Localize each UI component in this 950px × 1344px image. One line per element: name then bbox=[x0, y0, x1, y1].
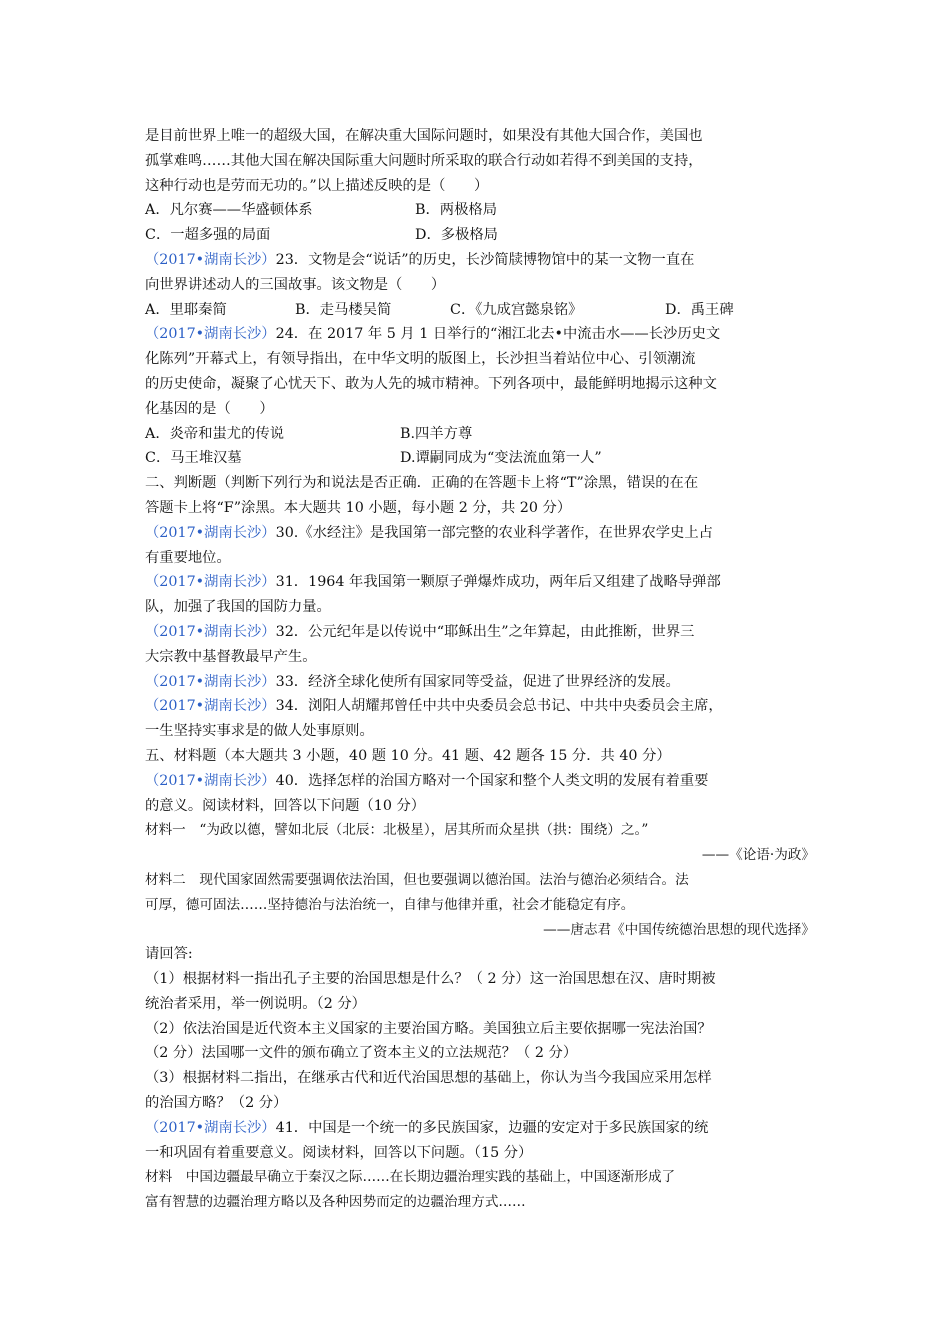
text-line: 的意义。阅读材料，回答以下问题（10 分） bbox=[145, 797, 426, 814]
question-24 bbox=[145, 322, 815, 347]
text-line: 的历史使命，凝聚了心忧天下、敢为人先的城市精神。下列各项中，最能鲜明地揭示这种文 bbox=[145, 375, 717, 392]
text-line: 富有智慧的边疆治理方略以及各种因势而定的边疆治理方式…… bbox=[145, 1194, 526, 1211]
text-line: 向世界讲述动人的三国故事。该文物是（ ） bbox=[145, 276, 446, 293]
source-tag: （2017•湖南长沙） bbox=[145, 326, 276, 343]
prompt: 请回答: bbox=[145, 946, 193, 963]
source-tag: （2017•湖南长沙） bbox=[145, 673, 276, 690]
option-row bbox=[145, 298, 815, 323]
text-line: 队，加强了我国的国防力量。 bbox=[145, 599, 331, 616]
source-tag: （2017•湖南长沙） bbox=[145, 574, 276, 591]
sub-question-3: （3）根据材料二指出，在继承古代和近代治国思想的基础上，你认为当今我国应采用怎样 bbox=[145, 1070, 712, 1087]
text-line: 有重要地位。 bbox=[145, 549, 231, 566]
text-line: 一生坚持实事求是的做人处事原则。 bbox=[145, 723, 374, 740]
source-tag: （2017•湖南长沙） bbox=[145, 772, 276, 789]
text-line: 统治者采用，举一例说明。（2 分） bbox=[145, 995, 366, 1012]
text-line: 是目前世界上唯一的超级大国，在解决重大国际问题时，如果没有其他大国合作，美国也 bbox=[145, 128, 703, 144]
document-page bbox=[145, 124, 815, 1215]
text-line: 的治国方略？（2 分） bbox=[145, 1095, 288, 1112]
option-b: B．两极格局 bbox=[415, 202, 497, 219]
option-row bbox=[145, 198, 815, 223]
question-text: 31．1964 年我国第一颗原子弹爆炸成功，两年后又组建了战略导弹部 bbox=[275, 574, 721, 591]
text-line: 一和巩固有着重要意义。阅读材料，回答以下问题。（15 分） bbox=[145, 1144, 533, 1161]
question-text: 41．中国是一个统一的多民族国家，边疆的安定对于多民族国家的统 bbox=[275, 1119, 709, 1136]
material-one: 材料一 “为政以德，譬如北辰（北辰：北极星），居其所而众星拱（拱：围绕）之。” bbox=[145, 822, 649, 839]
option-d: D.谭嗣同成为“变法流血第一人” bbox=[400, 450, 602, 467]
question-31 bbox=[145, 570, 815, 595]
option-c: C．《九成宫懿泉铭》 bbox=[450, 301, 583, 318]
option-b: B．走马楼吴简 bbox=[295, 301, 392, 318]
material-one-source: ——《论语·为政》 bbox=[701, 847, 815, 864]
question-41 bbox=[145, 1116, 815, 1141]
question-text: 24．在 2017 年 5 月 1 日举行的“湘江北去•中流击水——长沙历史文 bbox=[275, 326, 721, 343]
option-d: D．禹王碑 bbox=[665, 301, 734, 318]
option-row bbox=[145, 422, 815, 447]
source-tag: （2017•湖南长沙） bbox=[145, 1119, 276, 1136]
question-30 bbox=[145, 521, 815, 546]
sub-question-1: （1）根据材料一指出孔子主要的治国思想是什么？（ 2 分）这一治国思想在汉、唐时期被 bbox=[145, 971, 716, 988]
source-tag: （2017•湖南长沙） bbox=[145, 698, 276, 715]
question-text: 30.《水经注》是我国第一部完整的农业科学著作，在世界农学史上占 bbox=[275, 524, 713, 541]
text-line: 这种行动也是劳而无功的。”以上描述反映的是（ ） bbox=[145, 177, 489, 194]
question-text: 32．公元纪年是以传说中“耶稣出生”之年算起，由此推断，世界三 bbox=[275, 623, 695, 640]
question-33 bbox=[145, 670, 815, 695]
question-text: 40．选择怎样的治国方略对一个国家和整个人类文明的发展有着重要 bbox=[275, 772, 709, 789]
material-two: 材料二 现代国家固然需要强调依法治国，但也要强调以德治国。法治与德治必须结合。法 bbox=[145, 871, 689, 888]
text-line: 大宗教中基督教最早产生。 bbox=[145, 648, 317, 665]
option-a: A．里耶秦简 bbox=[145, 301, 227, 318]
text-line: （2 分）法国哪一文件的颁布确立了资本主义的立法规范？（ 2 分） bbox=[145, 1045, 578, 1062]
option-d: D．多极格局 bbox=[415, 227, 498, 244]
source-tag: （2017•湖南长沙） bbox=[145, 623, 276, 640]
question-text: 33．经济全球化使所有国家同等受益，促进了世界经济的发展。 bbox=[275, 673, 680, 690]
question-text: 23．文物是会“说话”的历史，长沙简牍博物馆中的某一文物一直在 bbox=[275, 251, 695, 268]
option-c: C．一超多强的局面 bbox=[145, 227, 271, 244]
question-text: 34．浏阳人胡耀邦曾任中共中央委员会总书记、中共中央委员会主席， bbox=[275, 698, 723, 715]
option-row bbox=[145, 223, 815, 248]
text-line: 答题卡上将“F”涂黑。本大题共 10 小题，每小题 2 分，共 20 分） bbox=[145, 499, 572, 516]
option-c: C．马王堆汉墓 bbox=[145, 450, 242, 467]
question-23 bbox=[145, 248, 815, 273]
section-heading: 五、材料题（本大题共 3 小题，40 题 10 分。41 题、42 题各 15 分．共 40 分） bbox=[145, 747, 671, 764]
text-line: 可厚，德可固法……坚持德治与法治统一，自律与他律并重，社会才能稳定有序。 bbox=[145, 896, 635, 913]
material-two-source: ——唐志君《中国传统德治思想的现代选择》 bbox=[543, 921, 815, 938]
text-line: 化基因的是（ ） bbox=[145, 400, 274, 417]
section-heading: 二、判断题（判断下列行为和说法是否正确．正确的在答题卡上将“T”涂黑，错误的在在 bbox=[145, 475, 699, 492]
text-line: 孤掌难鸣……其他大国在解决国际重大问题时所采取的联合行动如若得不到美国的支持， bbox=[145, 152, 703, 169]
question-34 bbox=[145, 694, 815, 719]
question-32 bbox=[145, 620, 815, 645]
option-a: A．凡尔赛——华盛顿体系 bbox=[145, 202, 313, 219]
material: 材料 中国边疆最早确立于秦汉之际……在长期边疆治理实践的基础上，中国逐渐形成了 bbox=[145, 1169, 676, 1186]
question-40 bbox=[145, 769, 815, 794]
source-tag: （2017•湖南长沙） bbox=[145, 251, 276, 268]
source-tag: （2017•湖南长沙） bbox=[145, 524, 276, 541]
text-line: 化陈列”开幕式上，有领导指出，在中华文明的版图上，长沙担当着站位中心、引领潮流 bbox=[145, 351, 696, 368]
sub-question-2: （2）依法治国是近代资本主义国家的主要治国方略。美国独立后主要依据哪一宪法治国？ bbox=[145, 1020, 712, 1037]
option-b: B.四羊方尊 bbox=[400, 425, 473, 442]
option-a: A．炎帝和蚩尤的传说 bbox=[145, 425, 284, 442]
option-row bbox=[145, 446, 815, 471]
